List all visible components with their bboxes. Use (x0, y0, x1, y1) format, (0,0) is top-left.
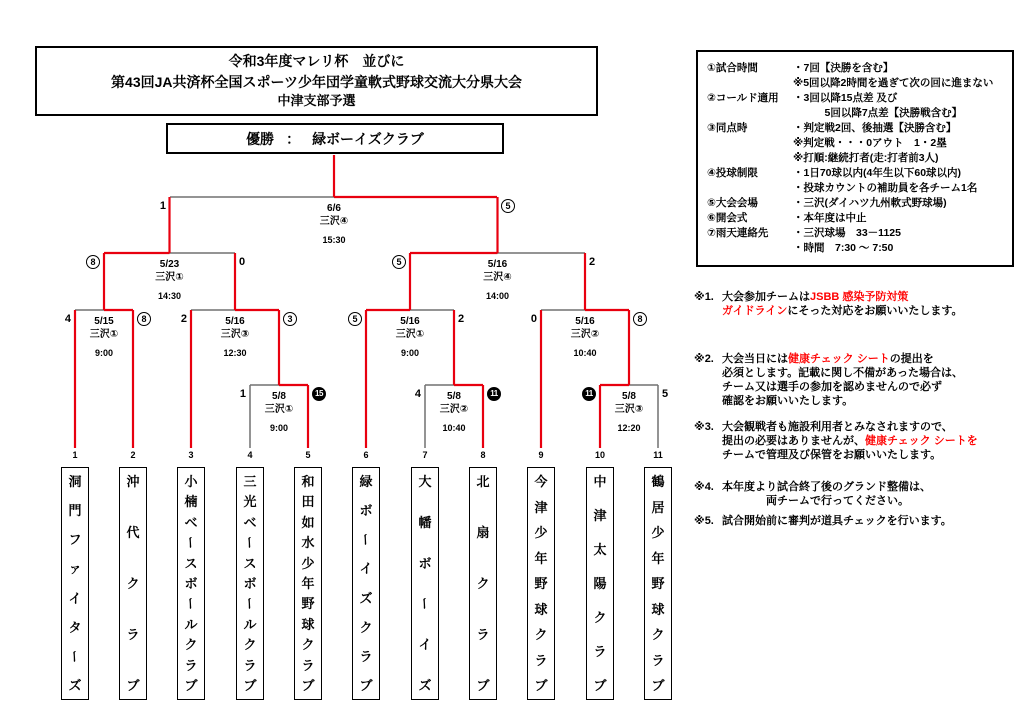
team-number-9: 9 (538, 450, 544, 460)
team-name-char: ラ (359, 648, 373, 664)
note-text: 試合開始前に審判が道具チェックを行います。 (722, 515, 952, 527)
team-name-char: 陽 (593, 576, 607, 591)
team-box-4 (236, 467, 264, 700)
winner-score-circle: 8 (137, 312, 151, 326)
rule-label: ③同点時 (707, 122, 748, 134)
team-name-char: ク (476, 576, 490, 591)
team-name-char: 和 (301, 474, 315, 489)
team-name-char: ラ (593, 644, 607, 659)
winner-score-circle: 5 (392, 255, 406, 269)
game-venue: 三沢③ (220, 329, 250, 340)
team-name-char: ー (183, 536, 199, 550)
note-text: 大会観戦者も施設利用者とみなされますので、 (722, 421, 953, 433)
score-sfR-right: 2 (589, 256, 596, 268)
rule-line: ・三沢球場 33－1125 (793, 227, 901, 239)
team-name-char: イ (359, 561, 373, 577)
game-venue: 三沢① (155, 272, 184, 283)
score-qf3-left (338, 312, 362, 326)
rule-label: ⑥開会式 (707, 212, 748, 224)
team-name-char: 津 (593, 508, 607, 523)
note-text: 大会参加チームは (722, 291, 810, 303)
team-name-char: ラ (243, 657, 257, 673)
team-box-11 (644, 467, 672, 700)
team-box-3 (177, 467, 205, 700)
game-date: 5/23 (159, 259, 180, 270)
score-final-right (501, 199, 525, 213)
team-number-8: 8 (480, 450, 486, 460)
rule-line: ・投球カウントの補助員を各チーム1名 (793, 182, 978, 194)
team-name-char: 扇 (476, 525, 490, 540)
team-box-5 (294, 467, 322, 700)
team-number-2: 2 (130, 450, 136, 460)
game-venue: 三沢③ (614, 404, 644, 415)
game-time: 9:00 (400, 348, 419, 358)
note-text: チーム又は選手の参加を認めませんので必ず (722, 381, 942, 393)
champion-colon: ： (286, 130, 301, 147)
rule-line: ※打順:継続打者(走:打者前3人) (793, 152, 939, 164)
title-line-2: 第43回JA共済杯全国スポーツ少年団学童軟式野球交流大分県大会 (111, 73, 522, 90)
team-name-char: 門 (68, 503, 82, 519)
team-name-char: ボ (184, 575, 198, 591)
team-box-8 (469, 467, 497, 700)
rule-line: ※5回以降2時間を過ぎて次の回に進まない (793, 77, 994, 89)
score-qf2-left: 2 (180, 313, 187, 325)
team-name-char: 太 (593, 542, 607, 557)
team-name-char: 今 (534, 474, 548, 489)
team-number-7: 7 (422, 450, 428, 460)
game-info-sfL (125, 258, 215, 302)
rule-label: ⑦雨天連絡先 (707, 227, 769, 239)
note-text: 提出の必要はありませんが、 (722, 435, 865, 447)
rule-line: ※判定戦・・・0アウト 1・2塁 (793, 137, 947, 149)
team-name-char: ァ (68, 561, 82, 577)
team-name-char: 球 (301, 616, 315, 632)
winner-score-circle: 3 (283, 312, 297, 326)
rule-line: ・時間 7:30 ～ 7:50 (793, 242, 894, 254)
team-name-char: ー (242, 536, 258, 550)
winner-score-black-circle: 11 (487, 387, 501, 401)
title-line-3: 中津支部予選 (277, 92, 356, 108)
game-date: 6/6 (327, 203, 341, 214)
note-number: ※4. (694, 481, 714, 493)
team-box-10 (586, 467, 614, 700)
team-name-char: 大 (418, 474, 432, 489)
team-name-char: イ (68, 590, 82, 606)
team-name-char: ー (183, 597, 199, 611)
team-name-char: ボ (418, 555, 432, 571)
team-name-char: ブ (593, 678, 607, 693)
team-name-char: ス (184, 555, 198, 571)
team-name-char: 年 (301, 575, 315, 591)
game-date: 5/8 (272, 391, 286, 402)
rule-label: ②コールド適用 (707, 92, 779, 104)
score-qf4-right (633, 312, 657, 326)
team-box-7 (411, 467, 439, 700)
team-name-char: ク (301, 637, 315, 653)
team-name-char: ラ (184, 657, 198, 673)
note-text-red: 健康チェック シート (788, 353, 890, 365)
winner-score-circle: 8 (633, 312, 647, 326)
team-name-char: 小 (184, 474, 198, 489)
team-name-char: 三 (243, 474, 257, 489)
game-venue: 三沢① (89, 329, 119, 340)
game-date: 5/16 (225, 316, 245, 327)
game-date: 5/16 (400, 316, 420, 327)
team-name-char: 沖 (126, 474, 140, 489)
team-name-char: ー (417, 597, 433, 611)
score-final-left: 1 (159, 200, 166, 212)
team-name-char: イ (418, 637, 432, 653)
game-time: 10:40 (573, 348, 597, 358)
team-name-char: ル (184, 616, 198, 632)
team-name-char: ボ (359, 503, 373, 519)
team-box-6 (352, 467, 380, 700)
team-name-char: ブ (651, 678, 665, 693)
game-date: 5/15 (94, 316, 114, 327)
note-text-red: ガイドライン (722, 305, 788, 317)
team-name-char: 津 (534, 499, 548, 515)
game-venue: 三沢④ (319, 216, 349, 227)
game-info-qf3 (365, 315, 455, 359)
team-name-char: ル (243, 616, 257, 632)
team-name-char: ブ (301, 677, 315, 693)
score-r1c-right: 5 (662, 388, 669, 400)
rule-line: ・7回【決勝を含む】 (793, 62, 894, 74)
team-number-3: 3 (188, 450, 194, 460)
score-qf2-right (283, 312, 307, 326)
note-text: 必須とします。記載に関し不備があった場合は、 (722, 367, 964, 379)
game-info-r1c (584, 390, 674, 434)
team-name-char: フ (68, 532, 82, 548)
score-sfR-left (382, 255, 406, 269)
team-box-2 (119, 467, 147, 700)
note-text: の提出を (889, 353, 934, 365)
note-text: 本年度より試合終了後のグランド整備は、 (722, 481, 931, 493)
note-text: にそった対応をお願いいたします。 (787, 305, 963, 317)
game-venue: 三沢① (395, 329, 425, 340)
team-name-char: 野 (534, 576, 548, 591)
team-name-char: ク (651, 627, 665, 642)
rule-label: ①試合時間 (707, 62, 758, 74)
team-name-char: ブ (126, 678, 140, 693)
note-text-red: JSBB 感染予防対策 (810, 291, 909, 303)
note-text: チームで管理及び保管をお願いいたします。 (722, 449, 942, 461)
score-qf1-left: 4 (64, 313, 71, 325)
team-name-char: 代 (126, 525, 140, 540)
score-sfL-left (76, 255, 100, 269)
team-name-char: ク (359, 619, 373, 635)
rule-line: ・判定戦2回、後抽選【決勝含む】 (793, 122, 957, 134)
team-name-char: 少 (534, 525, 548, 540)
team-name-char: ラ (301, 657, 315, 673)
note-number: ※1. (694, 291, 714, 303)
team-name-char: ボ (243, 575, 257, 591)
note-text: 大会当日には (722, 353, 788, 365)
rule-line: ・1日70球以内(4年生以下60球以内) (793, 167, 962, 179)
game-time: 12:30 (223, 348, 247, 358)
winner-score-black-circle: 15 (312, 387, 326, 401)
team-number-10: 10 (594, 450, 605, 460)
team-name-char: ブ (243, 677, 257, 693)
team-name-char: ー (358, 533, 374, 547)
team-name-char: ス (243, 555, 257, 571)
team-name-char: ク (126, 576, 140, 591)
team-name-char: 居 (651, 499, 665, 515)
team-name-char: ズ (68, 677, 82, 693)
game-time: 10:40 (442, 423, 466, 433)
team-name-char: 幡 (418, 514, 432, 530)
team-name-char: 如 (301, 514, 315, 530)
team-number-6: 6 (363, 450, 369, 460)
score-qf3-right: 2 (458, 313, 465, 325)
team-number-4: 4 (247, 450, 253, 460)
team-name-char: 楠 (184, 494, 198, 510)
team-name-char: 少 (301, 555, 315, 571)
team-name-char: ラ (126, 627, 140, 642)
team-name-char: 緑 (359, 474, 373, 489)
rule-line: ・3回以降15点差 及び (793, 92, 898, 104)
note-text: 両チームで行ってください。 (722, 495, 909, 507)
team-name-char: 野 (301, 596, 315, 612)
score-r1a-left: 1 (239, 388, 246, 400)
team-name-char: ラ (476, 627, 490, 642)
team-name-char: ズ (359, 590, 373, 606)
team-name-char: ベ (184, 514, 198, 530)
team-name-char: 球 (534, 601, 548, 617)
game-time: 9:00 (94, 348, 113, 358)
team-name-char: ラ (534, 652, 548, 668)
team-name-char: ー (67, 649, 83, 663)
team-name-char: 野 (651, 576, 665, 591)
game-time: 14:00 (485, 291, 510, 301)
champion-label: 優勝 (246, 130, 275, 147)
team-name-char: ラ (651, 652, 665, 668)
game-venue: 三沢④ (483, 272, 512, 283)
game-info-r1b (409, 390, 499, 434)
rule-line: ・本年度は中止 (793, 212, 867, 224)
team-name-char: 球 (651, 601, 665, 617)
winner-score-circle: 5 (348, 312, 362, 326)
game-date: 5/16 (487, 259, 508, 270)
champion-box (166, 123, 504, 154)
team-name-char: ク (593, 610, 607, 625)
team-name-char: 中 (593, 474, 607, 489)
team-name-char: 年 (651, 550, 665, 566)
game-time: 12:20 (617, 423, 641, 433)
game-time: 15:30 (322, 235, 346, 245)
game-info-r1a (234, 390, 324, 434)
team-number-11: 11 (653, 450, 663, 460)
team-name-char: ク (243, 637, 257, 653)
team-name-char: ー (242, 597, 258, 611)
game-venue: 三沢① (264, 404, 294, 415)
game-info-qf1 (59, 315, 149, 359)
team-name-char: 少 (651, 525, 665, 540)
game-time: 14:30 (157, 291, 182, 301)
team-name-char: ク (184, 637, 198, 653)
game-date: 5/8 (622, 391, 636, 402)
team-name-char: ク (534, 627, 548, 642)
game-time: 9:00 (269, 423, 288, 433)
team-name-char: ズ (418, 677, 432, 693)
rule-line: ・三沢(ダイハツ九州軟式野球場) (793, 197, 947, 209)
score-qf4-left: 0 (530, 313, 537, 325)
rule-label: ④投球制限 (707, 167, 758, 179)
game-info-qf2 (190, 315, 280, 359)
team-box-9 (527, 467, 555, 700)
rule-label: ⑤大会会場 (707, 197, 758, 209)
game-info-final (289, 202, 379, 246)
note-number: ※3. (694, 421, 714, 433)
team-name-char: ブ (184, 677, 198, 693)
team-name-char: ベ (243, 514, 257, 530)
game-venue: 三沢② (439, 404, 469, 415)
game-date: 5/8 (447, 391, 461, 402)
note-number: ※5. (694, 515, 714, 527)
winner-score-black-circle: 11 (582, 387, 596, 401)
champion-name: 緑ボーイズクラブ (312, 130, 424, 147)
game-venue: 三沢② (570, 329, 600, 340)
winner-score-circle: 8 (86, 255, 100, 269)
team-name-char: ブ (476, 678, 490, 693)
score-r1b-left: 4 (414, 388, 421, 400)
title-line-1: 令和3年度マレリ杯 並びに (228, 53, 405, 70)
note-number: ※2. (694, 353, 714, 365)
team-name-char: 年 (534, 550, 548, 566)
team-name-char: 洞 (68, 474, 82, 489)
team-name-char: ブ (534, 678, 548, 693)
team-name-char: 水 (301, 535, 315, 551)
winner-score-circle: 5 (501, 199, 515, 213)
team-name-char: ブ (359, 677, 373, 693)
team-number-5: 5 (305, 450, 311, 460)
team-name-char: 光 (243, 494, 257, 510)
team-name-char: タ (68, 619, 82, 635)
team-name-char: 田 (301, 494, 315, 510)
score-sfL-right: 0 (239, 256, 246, 268)
note-text-red: 健康チェック シートを (865, 435, 978, 447)
team-box-1 (61, 467, 89, 700)
team-number-1: 1 (72, 450, 78, 460)
game-date: 5/16 (575, 316, 595, 327)
note-text: 確認をお願いいたします。 (722, 395, 854, 407)
game-info-sfR (453, 258, 543, 302)
team-name-char: 鶴 (651, 474, 665, 489)
rule-line: 5回以降7点差【決勝戦含む】 (793, 107, 963, 119)
game-info-qf4 (540, 315, 630, 359)
team-name-char: 北 (476, 474, 490, 489)
